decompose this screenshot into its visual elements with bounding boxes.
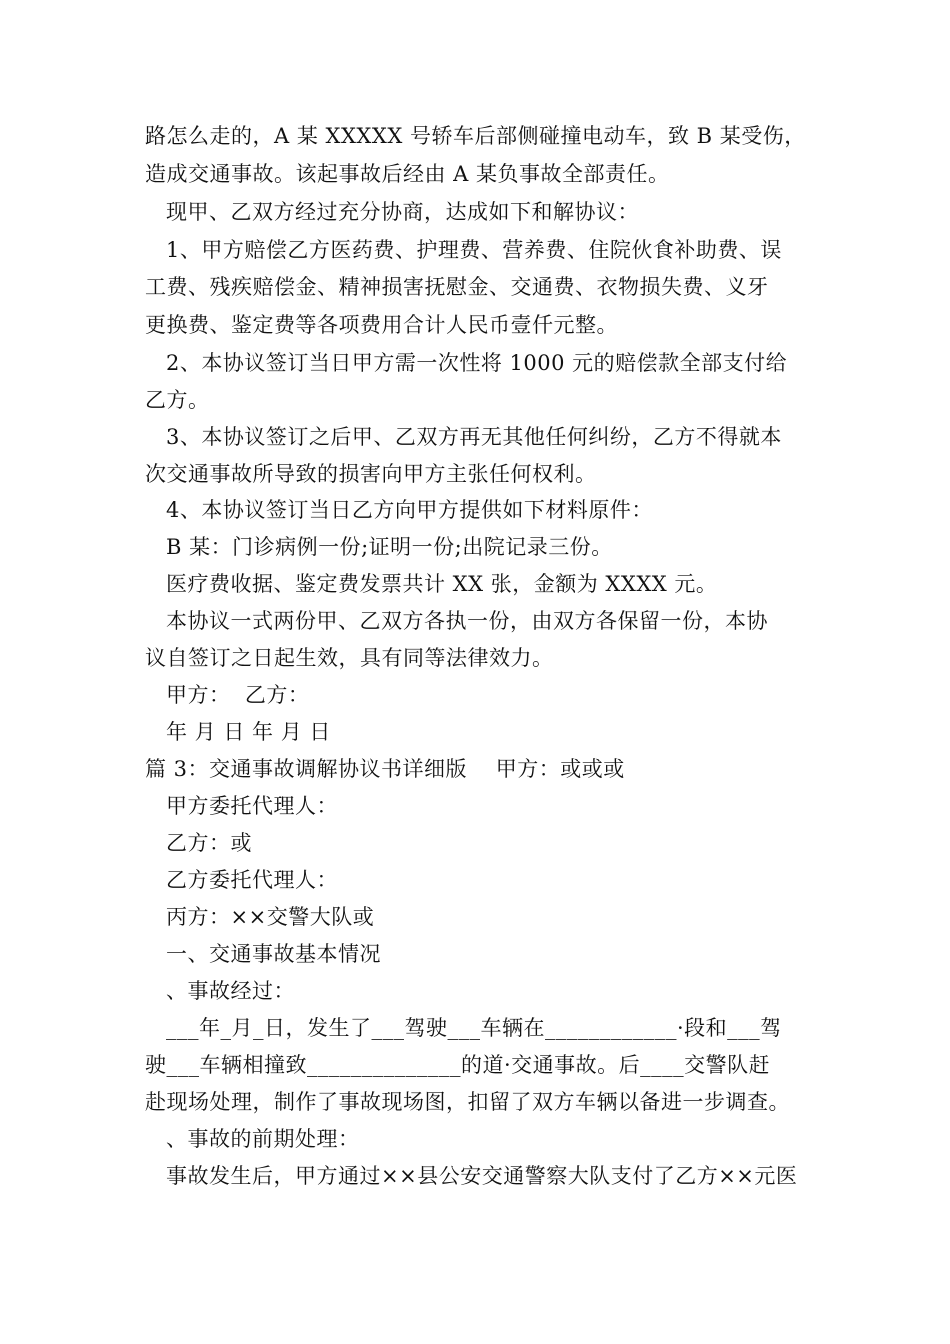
signature-line: 甲方： 乙方：: [166, 683, 310, 707]
text-line: 、事故的前期处理：: [166, 1127, 360, 1151]
text-line: 赴现场处理，制作了事故现场图，扣留了双方车辆以备进一步调查。: [145, 1090, 790, 1114]
text-line: B 某：门诊病例一份;证明一份;出院记录三份。: [166, 535, 613, 559]
text-line: 丙方：××交警大队或: [166, 905, 375, 929]
text-line: ___年_月_日，发生了___驾驶___车辆在____________·段和___驾: [166, 1016, 782, 1040]
text-line: 甲方委托代理人：: [166, 794, 338, 818]
text-line: 3、本协议签订之后甲、乙双方再无其他任何纠纷，乙方不得就本: [166, 425, 782, 449]
date-line: 年 月 日 年 月 日: [166, 720, 331, 744]
text-line: 乙方。: [145, 388, 210, 412]
text-line: 议自签订之日起生效，具有同等法律效力。: [145, 646, 554, 670]
text-line: 造成交通事故。该起事故后经由 A 某负事故全部责任。: [145, 162, 670, 186]
section-heading: 篇 3：交通事故调解协议书详细版 甲方：或或或: [145, 757, 625, 781]
text-line: 工费、残疾赔偿金、精神损害抚慰金、交通费、衣物损失费、义牙: [145, 275, 769, 299]
text-line: 4、本协议签订当日乙方向甲方提供如下材料原件：: [166, 498, 653, 522]
text-line: 2、本协议签订当日甲方需一次性将 1000 元的赔偿款全部支付给: [166, 351, 788, 375]
text-line: 本协议一式两份甲、乙双方各执一份，由双方各保留一份，本协: [166, 609, 768, 633]
text-line: 路怎么走的，A 某 XXXXX 号轿车后部侧碰撞电动车，致 B 某受伤，: [145, 124, 806, 148]
text-line: 现甲、乙双方经过充分协商，达成如下和解协议：: [166, 200, 639, 224]
text-line: 更换费、鉴定费等各项费用合计人民币壹仟元整。: [145, 313, 618, 337]
text-line: 乙方委托代理人：: [166, 868, 338, 892]
text-line: 、事故经过：: [166, 979, 295, 1003]
text-line: 驶___车辆相撞致______________的道·交通事故。后____交警队赶: [145, 1053, 771, 1077]
text-line: 1、甲方赔偿乙方医药费、护理费、营养费、住院伙食补助费、误: [166, 238, 782, 262]
text-line: 次交通事故所导致的损害向甲方主张任何权利。: [145, 462, 597, 486]
subsection-heading: 一、交通事故基本情况: [166, 942, 381, 966]
text-line: 事故发生后，甲方通过××县公安交通警察大队支付了乙方××元医: [166, 1164, 798, 1188]
text-line: 医疗费收据、鉴定费发票共计 XX 张，金额为 XXXX 元。: [166, 572, 718, 596]
text-line: 乙方：或: [166, 831, 252, 855]
